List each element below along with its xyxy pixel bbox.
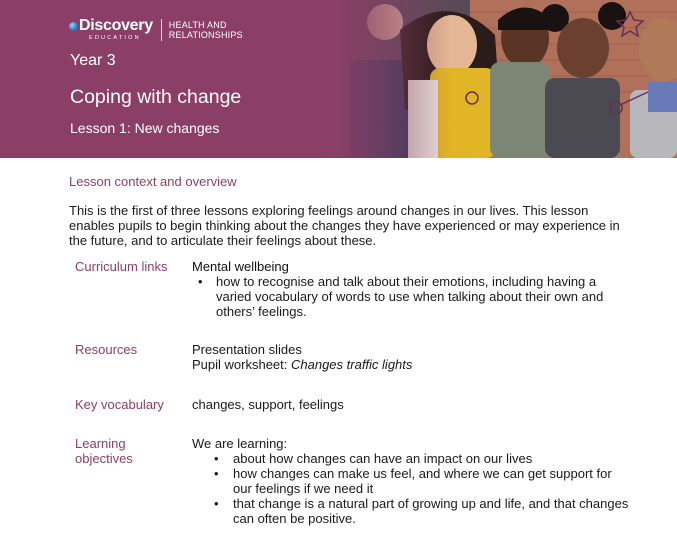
learning-objectives-label-line-2: objectives (75, 451, 133, 466)
logo-mark (69, 18, 153, 41)
lesson-title: Lesson 1: New changes (70, 120, 220, 136)
tagline-line-2: RELATIONSHIPS (168, 29, 243, 40)
unit-title: Coping with change (70, 86, 242, 108)
objective-bullet: • how changes can make us feel, and where we can get support for our feelings if we need it (192, 466, 632, 496)
brand-name: Discovery (79, 17, 153, 34)
curriculum-links-value (192, 259, 632, 319)
brand-sub: EDUCATION (89, 35, 141, 41)
resources-label: Resources (75, 342, 138, 357)
learning-objectives-value (192, 436, 632, 526)
resource-worksheet-title: Changes traffic lights (291, 357, 413, 372)
objective-bullet: • that change is a natural part of growing up and life, and that changes can often be positive. (192, 496, 632, 526)
tagline-line-1: HEALTH AND (168, 19, 227, 30)
logo-divider (161, 19, 162, 41)
objectives-bullet-list (192, 451, 632, 526)
curriculum-bullet-list (192, 274, 632, 319)
resource-worksheet (192, 357, 412, 372)
globe-icon (69, 22, 78, 31)
key-vocabulary-label: Key vocabulary (75, 397, 164, 412)
key-vocabulary-value: changes, support, feelings (192, 397, 344, 412)
resource-presentation: Presentation slides (192, 342, 302, 357)
resources-value (192, 342, 412, 372)
learning-objectives-label-line-1: Learning (75, 436, 126, 451)
children-photo (330, 0, 677, 158)
brand-tagline (169, 20, 243, 40)
curriculum-links-label: Curriculum links (75, 259, 168, 274)
overview-text: This is the first of three lessons exploring feelings around changes in our lives. This lesson enables pupils to begin thinking about the changes they have experienced or may experience in the future, and to articulate their feelings about these. (69, 203, 620, 248)
overview-heading: Lesson context and overview (69, 174, 237, 189)
discovery-education-logo (69, 18, 243, 41)
learning-objectives-label (75, 436, 133, 466)
photo-gradient-fade (330, 0, 450, 158)
curriculum-bullet: • how to recognise and talk about their emotions, including having a varied vocabulary of words to use when talking about their own and others’ feelings. (192, 274, 632, 319)
curriculum-subheading: Mental wellbeing (192, 259, 289, 274)
logo-wordmark (69, 18, 153, 34)
year-label: Year 3 (70, 52, 116, 69)
objectives-intro: We are learning: (192, 436, 288, 451)
resource-worksheet-prefix: Pupil worksheet: (192, 357, 291, 372)
lesson-header (0, 0, 677, 158)
objective-bullet: • about how changes can have an impact on our lives (192, 451, 632, 466)
